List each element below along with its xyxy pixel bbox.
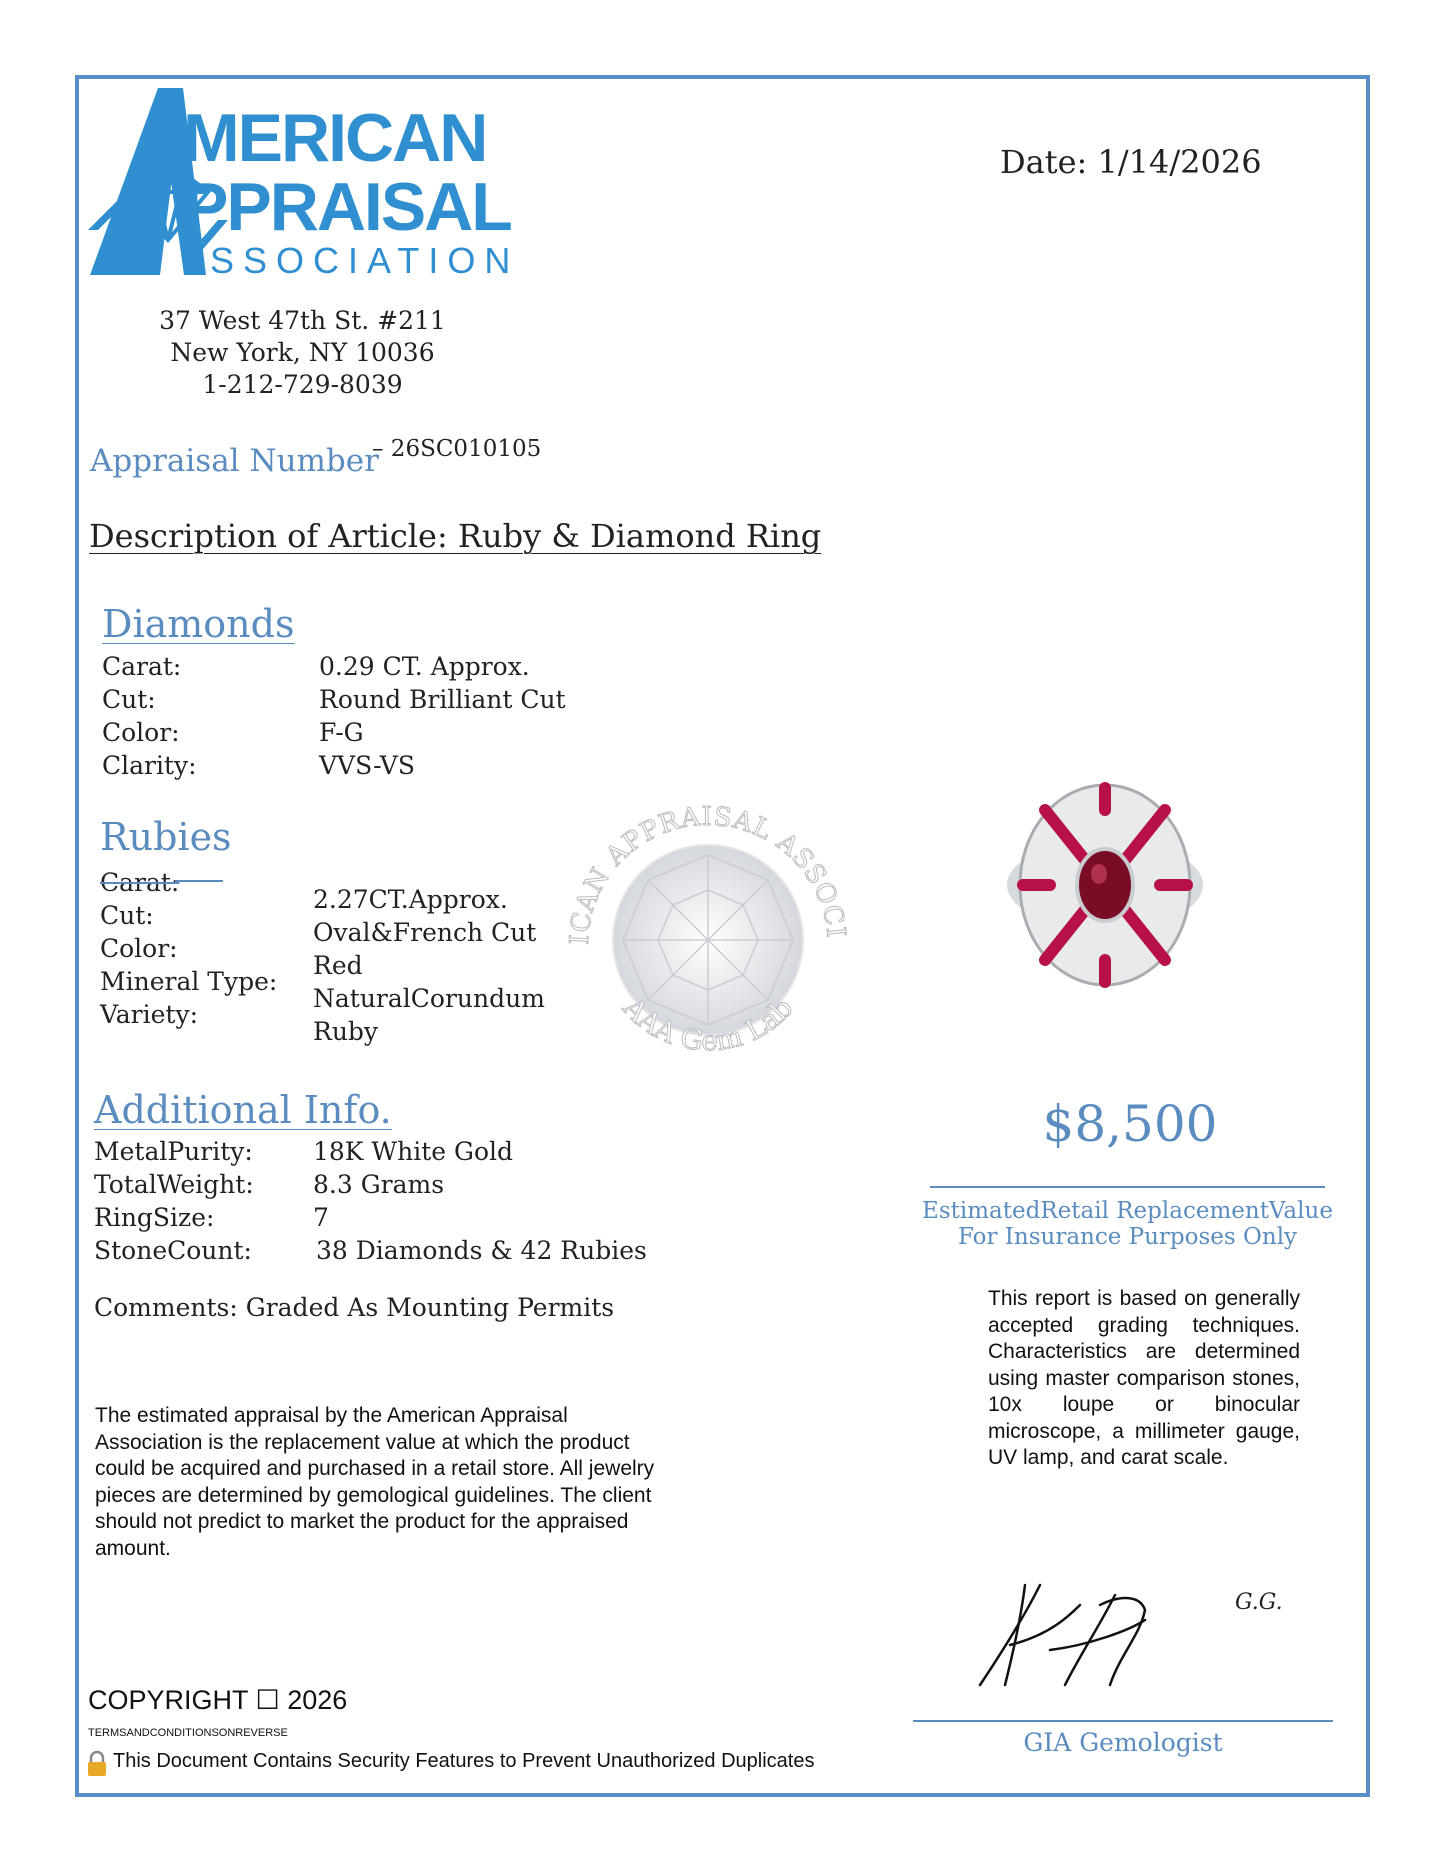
address-block bbox=[150, 305, 455, 401]
additional-label: StoneCount: bbox=[94, 1236, 252, 1265]
value-rule bbox=[930, 1186, 1325, 1188]
signature-title: GIA Gemologist bbox=[1023, 1728, 1223, 1757]
additional-row bbox=[94, 1168, 647, 1201]
appraisal-date: Date: 1/14/2026 bbox=[1000, 143, 1262, 181]
diamond-value: F-G bbox=[319, 718, 364, 747]
signature-rule bbox=[913, 1720, 1333, 1722]
diamond-label: Color: bbox=[102, 718, 180, 747]
additional-value: 8.3 Grams bbox=[313, 1170, 445, 1199]
appraisal-disclaimer: The estimated appraisal by the American Appraisal Association is the replacement value at which the product could be acquired and purchased in a retail store. All jewelry pieces are determined by gemological guidelines. The client should not predict to market the product for the appraised amount. bbox=[95, 1404, 655, 1560]
diamond-value: Round Brilliant Cut bbox=[319, 685, 566, 714]
additional-value: 7 bbox=[313, 1203, 329, 1232]
address-city: New York, NY 10036 bbox=[170, 338, 435, 367]
ruby-value: Ruby bbox=[313, 1017, 379, 1046]
rubies-values bbox=[313, 883, 545, 1048]
logo-line-3: SSOCIATION bbox=[210, 240, 520, 281]
article-description: Description of Article: Ruby & Diamond Ring bbox=[89, 517, 822, 555]
diamond-label: Clarity: bbox=[102, 751, 197, 780]
logo-line-1: MERICAN bbox=[183, 100, 487, 176]
logo-line-2: PPRAISAL bbox=[183, 169, 511, 245]
diamonds-table bbox=[102, 650, 566, 782]
rubies-labels bbox=[100, 866, 277, 1031]
ruby-label: Variety: bbox=[100, 1000, 198, 1029]
ruby-label: Cut: bbox=[100, 901, 154, 930]
ruby-value: Red bbox=[313, 951, 363, 980]
rubies-heading: Rubies bbox=[100, 815, 232, 859]
additional-label: MetalPurity: bbox=[94, 1137, 253, 1166]
additional-row bbox=[94, 1234, 647, 1267]
value-caption-line1: EstimatedRetail ReplacementValue bbox=[922, 1198, 1333, 1224]
value-caption-line2: For Insurance Purposes Only bbox=[957, 1224, 1298, 1250]
rubies-heading-rule bbox=[175, 880, 223, 882]
ruby-value: 2.27CT.Approx. bbox=[313, 885, 508, 914]
gem-lab-seal bbox=[548, 775, 868, 1095]
diamond-row bbox=[102, 683, 566, 716]
ruby-label: Mineral Type: bbox=[100, 967, 278, 996]
additional-label: RingSize: bbox=[94, 1203, 215, 1232]
signature-suffix: G.G. bbox=[1235, 1590, 1283, 1615]
additional-info-table bbox=[94, 1135, 647, 1267]
additional-info-heading: Additional Info. bbox=[94, 1088, 392, 1132]
diamonds-heading: Diamonds bbox=[102, 602, 295, 646]
additional-value: 18K White Gold bbox=[313, 1137, 514, 1166]
ruby-label: Color: bbox=[100, 934, 178, 963]
diamond-label: Carat: bbox=[102, 652, 182, 681]
value-caption bbox=[920, 1198, 1335, 1250]
ruby-stone-icon bbox=[1077, 849, 1133, 921]
copyright: COPYRIGHT ☐ 2026 bbox=[88, 1685, 348, 1715]
ruby-value: NaturalCorundum bbox=[313, 984, 545, 1013]
diamond-row bbox=[102, 749, 566, 782]
ring-photo bbox=[1005, 770, 1205, 1000]
additional-row bbox=[94, 1201, 647, 1234]
appraisal-number-value: – 26SC010105 bbox=[372, 436, 542, 462]
terms-note: TERMSANDCONDITIONSONREVERSE bbox=[88, 1727, 288, 1739]
additional-value: 38 Diamonds & 42 Rubies bbox=[316, 1236, 647, 1265]
diamond-row bbox=[102, 716, 566, 749]
diamond-value: VVS-VS bbox=[319, 751, 415, 780]
padlock-icon bbox=[86, 1750, 108, 1778]
diamond-value: 0.29 CT. Approx. bbox=[319, 652, 530, 681]
seal-top-text: ICAN APPRAISAL ASSOCI bbox=[564, 801, 851, 946]
address-phone: 1-212-729-8039 bbox=[202, 370, 403, 399]
ruby-value: Oval&French Cut bbox=[313, 918, 537, 947]
comments: Comments: Graded As Mounting Permits bbox=[94, 1293, 615, 1322]
ruby-label: Carat: bbox=[100, 868, 180, 897]
diamond-row bbox=[102, 650, 566, 683]
diamond-label: Cut: bbox=[102, 685, 156, 714]
security-note: This Document Contains Security Features to Prevent Unauthorized Duplicates bbox=[113, 1750, 815, 1772]
additional-label: TotalWeight: bbox=[94, 1170, 254, 1199]
report-basis-text: This report is based on generally accepted grading techniques. Characteristics are determined using master comparison stones, 10x loupe or binocular microscope, a millimeter gauge, UV lamp, and carat scale. bbox=[988, 1287, 1300, 1469]
seal-bottom-text: AAA Gem Lab bbox=[616, 991, 800, 1058]
appraisal-number-label: Appraisal Number bbox=[90, 443, 379, 479]
additional-row bbox=[94, 1135, 647, 1168]
appraised-value: $8,500 bbox=[1042, 1095, 1218, 1153]
address-street: 37 West 47th St. #211 bbox=[159, 306, 446, 335]
